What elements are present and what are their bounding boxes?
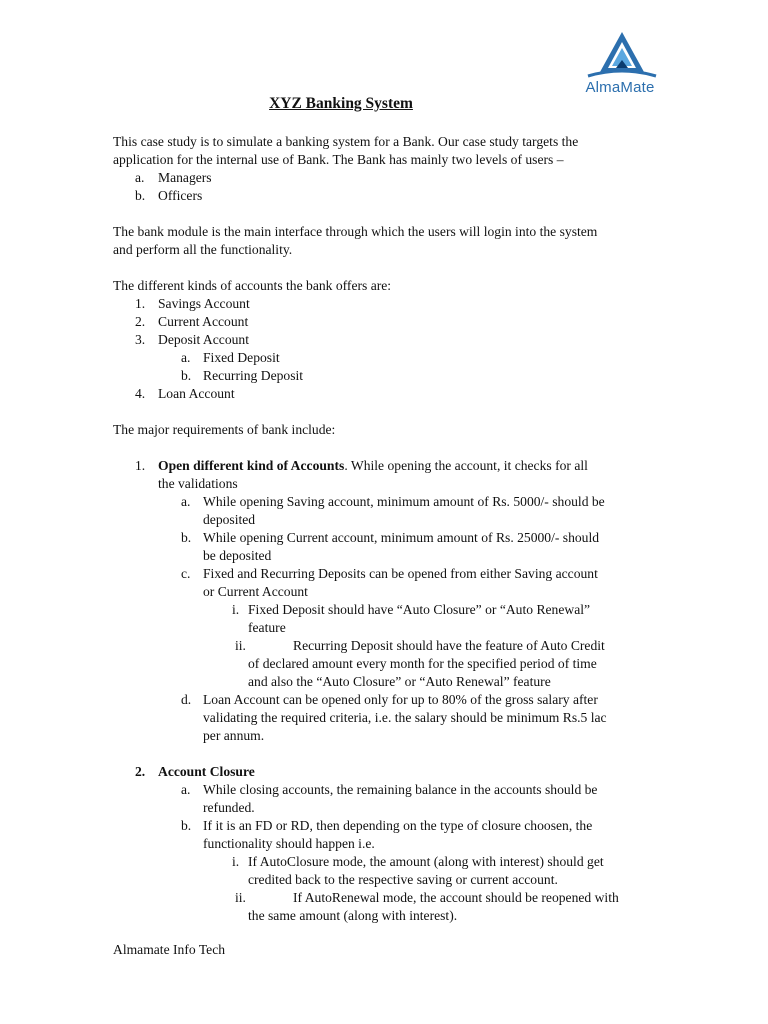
list-text-cont: refunded. <box>203 800 255 815</box>
list-text-cont: feature <box>248 620 286 635</box>
list-item <box>113 349 658 367</box>
list-item <box>113 385 658 403</box>
list-label: ii. <box>235 890 246 905</box>
list-text: While opening Current account, minimum amount of Rs. 25000/- should <box>203 530 600 545</box>
page-footer: Almamate Info Tech <box>113 942 226 957</box>
list-item <box>113 565 658 583</box>
list-text-cont: validating the required criteria, i.e. the salary should be minimum Rs.5 lac <box>203 710 607 725</box>
list-label: b. <box>135 188 146 203</box>
list-label: a. <box>181 494 191 509</box>
requirement-text-part: . While opening the account, it checks for all <box>344 458 588 473</box>
list-item <box>113 601 658 619</box>
list-text-cont: the same amount (along with interest). <box>248 908 458 923</box>
list-label: d. <box>181 692 192 707</box>
list-item <box>113 187 658 205</box>
requirement-item <box>113 763 658 781</box>
list-text: Current Account <box>158 314 249 329</box>
paragraph-line: The bank module is the main interface through which the users will login into the system <box>113 224 598 239</box>
list-label: a. <box>181 782 191 797</box>
requirement-text <box>158 457 588 475</box>
mountain-logo-icon <box>582 30 662 82</box>
list-label: 2. <box>135 764 146 779</box>
list-text: Officers <box>158 188 203 203</box>
logo-text: AlmaMate <box>585 79 655 96</box>
list-text: While opening Saving account, minimum amount of Rs. 5000/- should be <box>203 494 605 509</box>
requirement-heading: Account Closure <box>158 764 255 779</box>
list-label: 3. <box>135 332 146 347</box>
list-text: Loan Account <box>158 386 235 401</box>
intro-line: This case study is to simulate a banking system for a Bank. Our case study targets the <box>113 134 579 149</box>
list-label: 1. <box>135 458 146 473</box>
list-text-cont: per annum. <box>203 728 265 743</box>
list-label: ii. <box>235 638 246 653</box>
list-label: 2. <box>135 314 146 329</box>
requirements-intro: The major requirements of bank include: <box>113 422 336 437</box>
list-text: If it is an FD or RD, then depending on the type of closure choosen, the <box>203 818 593 833</box>
list-label: 1. <box>135 296 146 311</box>
list-text-cont: or Current Account <box>203 584 308 599</box>
list-item <box>113 313 658 331</box>
list-text-cont: deposited <box>203 512 256 527</box>
list-text: If AutoClosure mode, the amount (along with interest) should get <box>248 854 604 869</box>
list-item <box>113 169 658 187</box>
list-item <box>113 889 658 907</box>
list-text-cont: and also the “Auto Closure” or “Auto Renewal” feature <box>248 674 551 689</box>
list-text-cont: credited back to the respective saving or current account. <box>248 872 558 887</box>
list-label: 4. <box>135 386 146 401</box>
list-item <box>113 853 658 871</box>
requirement-text-cont: the validations <box>158 476 238 491</box>
list-item <box>113 637 658 655</box>
almamate-logo <box>582 30 662 100</box>
list-text-cont: of declared amount every month for the specified period of time <box>248 656 597 671</box>
list-text: Fixed Deposit <box>203 350 280 365</box>
list-text: Fixed Deposit should have “Auto Closure” or “Auto Renewal” <box>248 602 591 617</box>
list-item <box>113 331 658 349</box>
list-text: Deposit Account <box>158 332 249 347</box>
list-text: Loan Account can be opened only for up to 80% of the gross salary after <box>203 692 598 707</box>
list-label: i. <box>232 602 240 617</box>
requirement-item <box>113 457 658 475</box>
list-label: i. <box>232 854 240 869</box>
document-title: XYZ Banking System <box>269 95 413 112</box>
list-text: Fixed and Recurring Deposits can be opened from either Saving account <box>203 566 598 581</box>
list-item <box>113 529 658 547</box>
intro-line: application for the internal use of Bank. The Bank has mainly two levels of users – <box>113 152 564 167</box>
requirement-heading: Open different kind of Accounts <box>158 458 345 473</box>
list-label: a. <box>135 170 145 185</box>
list-item <box>113 367 658 385</box>
list-text-cont: functionality should happen i.e. <box>203 836 375 851</box>
list-label: b. <box>181 818 192 833</box>
list-item <box>113 295 658 313</box>
list-item <box>113 817 658 835</box>
list-text: Recurring Deposit <box>203 368 304 383</box>
list-text: Savings Account <box>158 296 250 311</box>
list-text: Managers <box>158 170 212 185</box>
list-label: b. <box>181 530 192 545</box>
list-text: If AutoRenewal mode, the account should be reopened with <box>293 890 619 905</box>
list-item <box>113 691 658 709</box>
list-label: a. <box>181 350 191 365</box>
document-body <box>113 133 658 925</box>
list-label: b. <box>181 368 192 383</box>
accounts-intro: The different kinds of accounts the bank offers are: <box>113 278 392 293</box>
list-item <box>113 781 658 799</box>
list-text-cont: be deposited <box>203 548 272 563</box>
list-label: c. <box>181 566 191 581</box>
paragraph-line: and perform all the functionality. <box>113 242 293 257</box>
list-item <box>113 493 658 511</box>
list-text: Recurring Deposit should have the feature of Auto Credit <box>293 638 605 653</box>
list-text: While closing accounts, the remaining balance in the accounts should be <box>203 782 598 797</box>
